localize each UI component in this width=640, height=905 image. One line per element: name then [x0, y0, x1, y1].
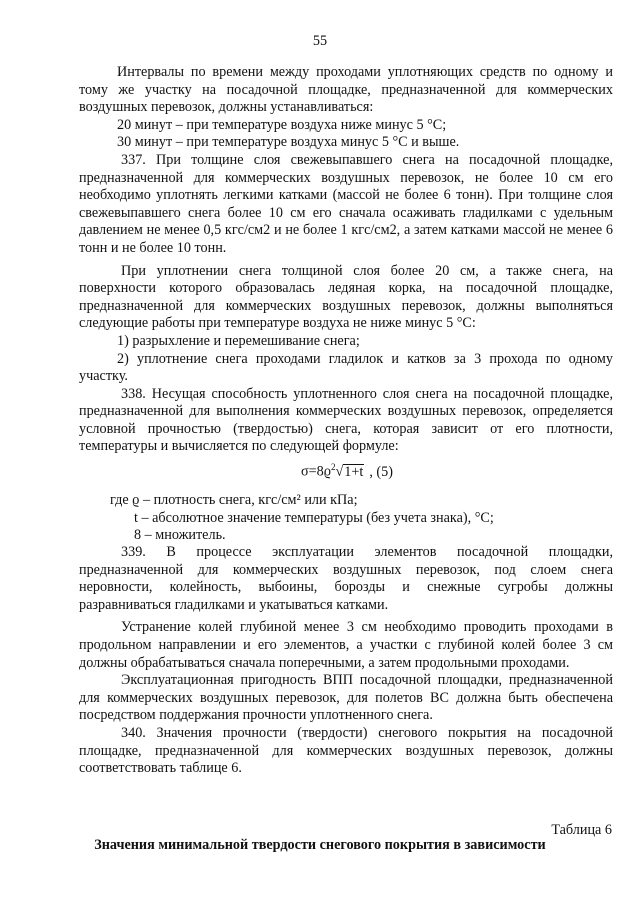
- formula-radicand: 1+t: [344, 463, 364, 480]
- paragraph-339: 339. В процессе эксплуатации элементов посадочной площадки, предназначенной для коммерческих воздушных перевозок, под слоем снега неровности, колейность, выбоины, борозды и снежные сугробы должны разравниваться гладилками и укатываться катками.: [79, 544, 613, 613]
- legend-temperature: t – абсолютное значение температуры (без учета знака), °С;: [134, 509, 494, 526]
- paragraph-ruts: Устранение колей глубиной менее 3 см необходимо проводить проходами в продольном направлении и его элементов, а участки с глубиной колей более 3 см должны обрабатываться сначала поперечными, а затем продольными проходами.: [79, 619, 613, 671]
- formula-number: , (5): [369, 463, 393, 480]
- table-title: Значения минимальной твердости снегового покрытия в зависимости: [94, 837, 546, 853]
- text-block-a: [79, 64, 613, 456]
- legend-density: где ϱ – плотность снега, кгс/см² или кПа;: [110, 492, 358, 508]
- table-label: Таблица 6: [551, 822, 612, 838]
- paragraph-20-minutes: 20 минут – при температуре воздуха ниже минус 5 °С;: [117, 116, 447, 133]
- paragraph-340: 340. Значения прочности (твердости) снегового покрытия на посадочной площадке, предназначенной для коммерческих воздушных перевозок, должны соответствовать таблице 6.: [79, 724, 613, 777]
- paragraph-compaction-over-20cm: При уплотнении снега толщиной слоя более 20 см, а также снега, на поверхности которого образовалась ледяная корка, на посадочной площадке, предназначенной для коммерческих воздушных перевозок, должны выполняться следующие работы при температуре воздуха не ниже минус 5 °С:: [79, 262, 613, 332]
- formula-exponent: 2: [330, 462, 336, 472]
- text-block-b: [79, 544, 613, 778]
- list-item-1: 1) разрыхление и перемешивание снега;: [117, 332, 360, 349]
- paragraph-runway-fitness: Эксплуатационная пригодность ВПП посадочной площадки, предназначенной для коммерческих воздушных перевозок, для полетов ВС должна быть обеспечена посредством поддержания прочности уплотненного снега.: [79, 672, 613, 724]
- formula-5: [301, 459, 393, 481]
- paragraph-337: 337. При толщине слоя свежевыпавшего снега на посадочной площадке, предназначенной для коммерческих воздушных перевозок, не более 10 см его необходимо уплотнять легкими катками (массой не более 6 тонн). При толщине слоя свежевыпавшего снега более 10 см его сначала осаживать гладилками с удельным давлением не менее 0,5 кгс/см2 и не более 1 кгс/см2, а затем катками массой не менее 6 тонн и не более 10 тонн.: [79, 151, 613, 256]
- paragraph-338: 338. Несущая способность уплотненного слоя снега на посадочной площадке, предназначенной для выполнения коммерческих воздушных перевозок, определяется условной прочностью (твердостью) снега, которая зависит от его плотности, температуры и вычисляется по следующей формуле:: [79, 385, 613, 455]
- page-number: 55: [312, 33, 328, 49]
- list-item-2: 2) уплотнение снега проходами гладилок и катков за 3 прохода по одному участку.: [79, 350, 613, 385]
- paragraph-30-minutes: 30 минут – при температуре воздуха минус 5 °С и выше.: [117, 134, 460, 151]
- formula-lhs: σ=8ϱ: [301, 463, 331, 480]
- legend-multiplier: 8 – множитель.: [134, 527, 226, 544]
- formula-radical-sign: √: [335, 463, 344, 480]
- formula-legend: [110, 492, 610, 545]
- paragraph-intervals: Интервалы по времени между проходами уплотняющих средств по одному и тому же участку на посадочной площадке, предназначенной для коммерческих воздушных перевозок, должны устанавливаться:: [79, 64, 613, 116]
